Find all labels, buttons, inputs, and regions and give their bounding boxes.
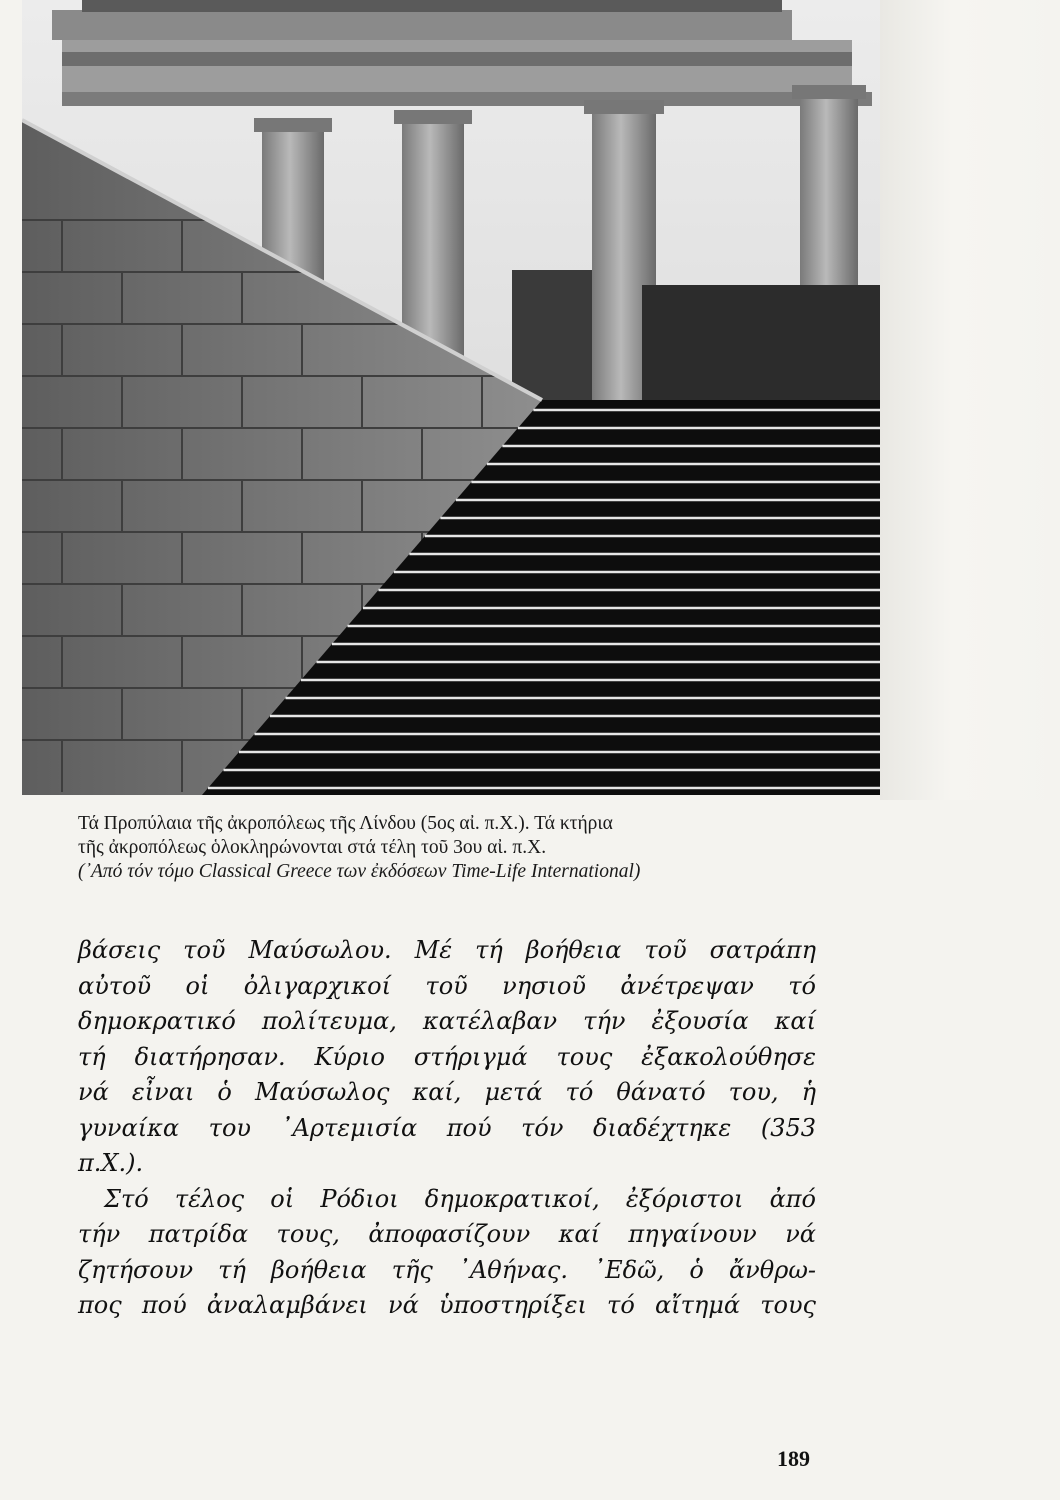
- body-line: δημοκρατικό πολίτευμα, κατέλαβαν τήν ἐξουσία καί: [78, 1007, 816, 1035]
- paragraph-start-line: Στό τέλος οἱ Ρόδιοι δημοκρατικοί, ἐξόριστοι ἀπό: [104, 1184, 816, 1213]
- body-line: πος πού ἀναλαμβάνει νά ὑποστηρίξει τό αἴτημά τους: [78, 1291, 816, 1319]
- body-line: τήν πατρίδα τους, ἀποφασίζουν καί πηγαίνουν νά: [78, 1220, 816, 1248]
- photo-caption: [78, 812, 868, 884]
- body-line: νά εἶναι ὁ Μαύσωλος καί, μετά τό θάνατό του, ἡ: [78, 1078, 816, 1106]
- photo-propylaea-lindos: [22, 0, 880, 795]
- body-line: τή διατήρησαν. Κύριο στήριγμά τους ἐξακολούθησε: [78, 1042, 816, 1071]
- body-line: αὐτοῦ οἱ ὀλιγαρχικοί τοῦ νησιοῦ ἀνέτρεψαν τό: [78, 971, 816, 1000]
- caption-line-1: Τά Προπύλαια τῆς ἀκροπόλεως τῆς Λίνδου (5ος αἰ. π.Χ.). Τά κτήρια: [78, 813, 613, 834]
- body-line: π.Χ.).: [78, 1149, 144, 1177]
- body-line: γυναίκα του ᾽Αρτεμισία πού τόν διαδέχτηκε (353: [78, 1113, 816, 1142]
- body-text: [78, 933, 816, 1324]
- body-line: βάσεις τοῦ Μαύσωλου. Μέ τή βοήθεια τοῦ σατράπη: [78, 936, 816, 964]
- page-number: 189: [777, 1446, 810, 1471]
- photo-illustration: [22, 0, 880, 795]
- body-line: ζητήσουν τή βοήθεια τῆς ᾽Αθήνας. ᾽Εδῶ, ὁ ἄνθρω-: [78, 1255, 816, 1284]
- page-edge-shade: [880, 0, 1060, 800]
- caption-line-2: τῆς ἀκροπόλεως ὁλοκληρώνονται στά τέλη τοῦ 3ου αἰ. π.Χ.: [78, 837, 547, 858]
- caption-credit: (᾽Από τόν τόμο Classical Greece των ἐκδόσεων Time-Life International): [78, 861, 641, 882]
